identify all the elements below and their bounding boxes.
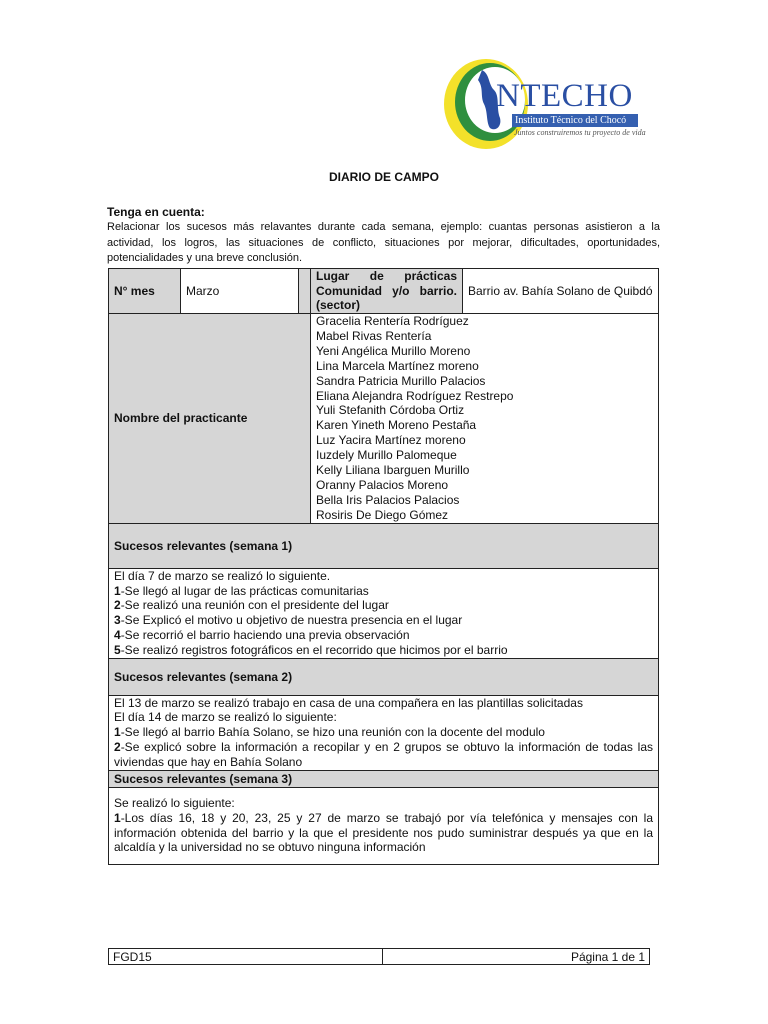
event-number: 1 xyxy=(114,583,121,598)
student-name: Bella Iris Palacios Palacios xyxy=(316,492,460,507)
event-number: 5 xyxy=(114,642,121,657)
event-intro: El día 7 de marzo se realizó lo siguiente. xyxy=(114,568,331,583)
week1-header-row xyxy=(109,523,659,568)
week1-title: Sucesos relevantes (semana 1) xyxy=(109,523,659,568)
event-item xyxy=(114,811,653,855)
event-item xyxy=(114,628,653,643)
student-name: Gracelia Rentería Rodríguez xyxy=(316,314,469,328)
event-text: -Los días 16, 18 y 20, 23, 25 y 27 de marzo se trabajó por vía telefónica y mensajes con la información obtenida del barrio y la que el presidente nos pudo suministrar después ya que en la alcaldía y la universidad no se obtuvo ninguna información xyxy=(114,810,653,855)
student-name: Oranny Palacios Moreno xyxy=(316,477,449,492)
institution-logo xyxy=(438,52,660,152)
event-item xyxy=(114,613,653,628)
event-number: 3 xyxy=(114,613,121,628)
event-text: -Se Explicó el motivo u objetivo de nuestra presencia en el lugar xyxy=(120,613,463,628)
student-name: Karen Yineth Moreno Pestaña xyxy=(316,418,477,433)
event-item xyxy=(114,643,653,658)
event-intro: El 13 de marzo se realizó trabajo en casa de una compañera en las plantillas solicitadas xyxy=(114,695,583,710)
student-name: Iuzdely Murillo Palomeque xyxy=(316,448,457,463)
note-text: Relacionar los sucesos más relavantes durante cada semana, ejemplo: cuantas personas asistieron a la actividad, los logros, las situaciones de conflicto, situaciones por mejorar, dificultades, oportunidades, potencialidades y una breve conclusión. xyxy=(107,221,660,264)
student-name: Luz Yacira Martínez moreno xyxy=(316,433,466,448)
event-text: -Se explicó sobre la información a recopilar y en 2 grupos se obtuvo la información de todas las viviendas que hay en Bahía Solano xyxy=(114,740,653,769)
week3-body-row xyxy=(109,787,659,864)
month-value: Marzo xyxy=(181,269,299,314)
logo-name: NTECHO xyxy=(496,78,633,114)
field-diary-table xyxy=(108,268,659,865)
week2-title: Sucesos relevantes (semana 2) xyxy=(109,658,659,695)
place-label: Lugar de prácticas Comunidad y/o barrio. (sector) xyxy=(311,269,463,314)
event-number: 2 xyxy=(114,740,121,755)
place-value: Barrio av. Bahía Solano de Quibdó xyxy=(463,269,659,314)
event-text: -Se llegó al barrio Bahía Solano, se hizo una reunión con la docente del modulo xyxy=(120,725,545,740)
event-number: 1 xyxy=(114,810,121,825)
week2-events xyxy=(109,695,659,770)
event-text: -Se llegó al lugar de las prácticas comunitarias xyxy=(120,583,369,598)
logo-subtitle: Instituto Técnico del Chocó xyxy=(512,114,638,127)
note-heading: Tenga en cuenta: xyxy=(107,205,205,219)
week3-title: Sucesos relevantes (semana 3) xyxy=(109,770,659,787)
form-code: FGD15 xyxy=(109,949,383,965)
logo-slogan: Juntos construiremos tu proyecto de vida xyxy=(514,128,646,137)
students-label: Nombre del practicante xyxy=(109,314,311,524)
week1-events xyxy=(109,568,659,658)
student-name: Mabel Rivas Rentería xyxy=(316,328,432,343)
event-intro: El día 14 de marzo se realizó lo siguiente: xyxy=(114,710,337,725)
page-number: Página 1 de 1 xyxy=(383,949,650,965)
students-row xyxy=(109,314,659,524)
student-name: Rosiris De Diego Gómez xyxy=(316,507,449,522)
week1-body-row xyxy=(109,568,659,658)
event-intro: Se realizó lo siguiente: xyxy=(114,796,235,811)
student-name: Eliana Alejandra Rodríguez Restrepo xyxy=(316,388,514,403)
event-text: -Se realizó registros fotográficos en el recorrido que hicimos por el barrio xyxy=(120,642,508,657)
event-number: 2 xyxy=(114,598,121,613)
week3-events xyxy=(109,787,659,864)
week2-body-row xyxy=(109,695,659,770)
event-text: -Se recorrió el barrio haciendo una previa observación xyxy=(120,627,410,642)
student-name: Kelly Liliana Ibarguen Murillo xyxy=(316,463,470,478)
event-item xyxy=(114,740,653,770)
spacer-cell xyxy=(299,269,311,314)
event-item xyxy=(114,584,653,599)
week3-header-row xyxy=(109,770,659,787)
event-item xyxy=(114,598,653,613)
student-name: Lina Marcela Martínez moreno xyxy=(316,358,479,373)
event-item xyxy=(114,725,653,740)
event-number: 1 xyxy=(114,725,121,740)
event-number: 4 xyxy=(114,627,121,642)
info-row xyxy=(109,269,659,314)
page-footer xyxy=(108,948,650,965)
document-title: DIARIO DE CAMPO xyxy=(328,170,439,184)
student-name: Yeni Angélica Murillo Moreno xyxy=(316,343,471,358)
week2-header-row xyxy=(109,658,659,695)
students-list xyxy=(311,314,659,524)
student-name: Yuli Stefanith Córdoba Ortiz xyxy=(316,403,465,418)
event-text: -Se realizó una reunión con el presidente del lugar xyxy=(120,598,389,613)
month-label: N° mes xyxy=(109,269,181,314)
student-name: Sandra Patricia Murillo Palacios xyxy=(316,373,486,388)
